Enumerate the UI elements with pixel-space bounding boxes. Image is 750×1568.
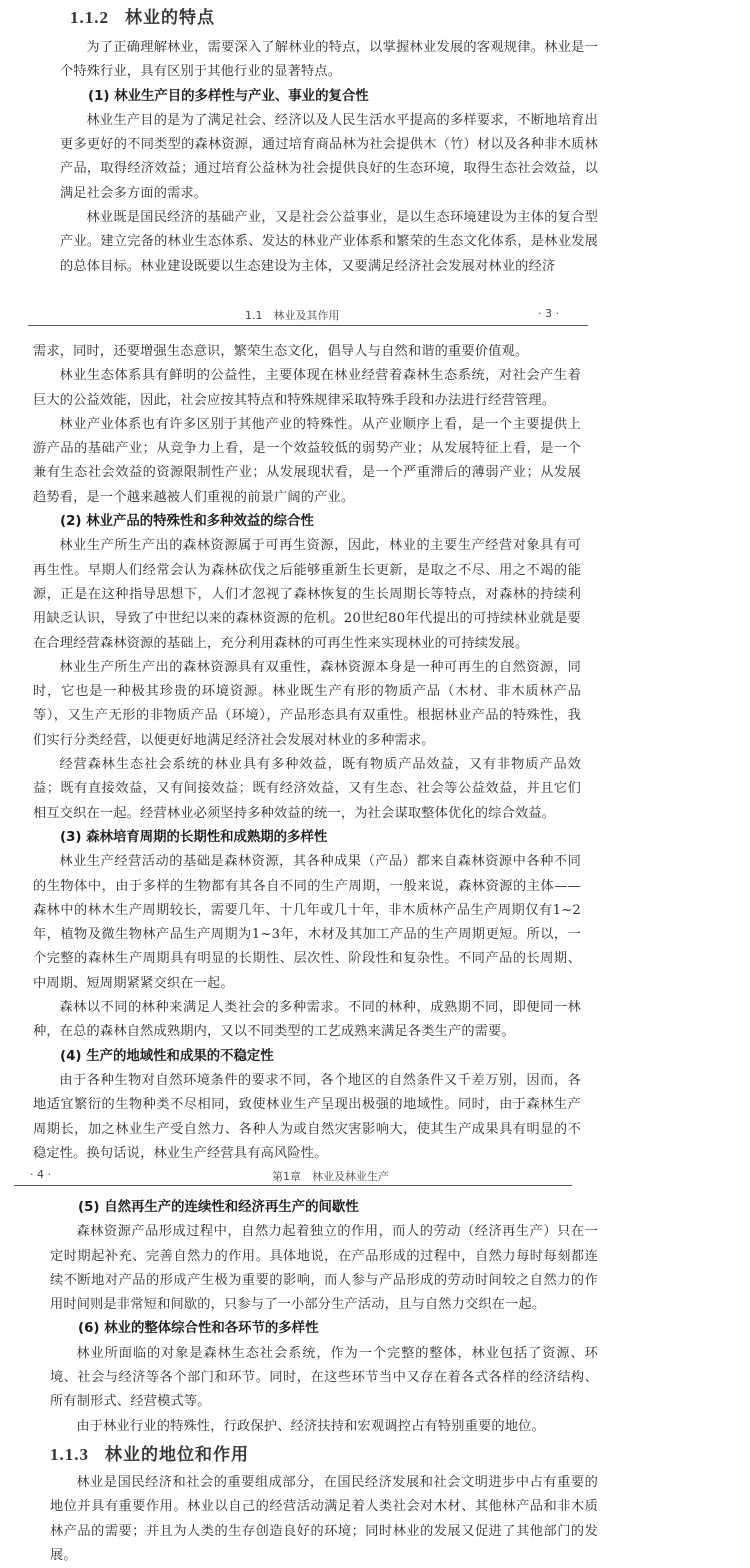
subheading-4: (4) 生产的地域性和成果的不稳定性: [60, 1048, 274, 1064]
page-3-body: [0, 340, 750, 1166]
subheading-2: (2) 林业产品的特殊性和多种效益的综合性: [60, 514, 314, 530]
page-4-body: [0, 1196, 750, 1568]
paragraph: 森林资源产品形成过程中，自然力起着独立的作用，而人的劳动（经济再生产）只在一定时期起补充、完善自然力的作用。具体地说，在产品形成的过程中，自然力每时每刻都连续不断地对产品的形成产生极为重要的影响，而人参与产品形成的劳动时间较之自然力的作用时间则是非常短和间歇的，只参与了一小部分生产活动，且与自然力交织在一起。: [50, 1224, 598, 1313]
paragraph: 林业生产所生产出的森林资源属于可再生资源，因此，林业的主要生产经营对象具有可再生性。早期人们经常会认为森林砍伐之后能够重新生长更新，是取之不尽、用之不竭的能源，正是在这种指导思想下，人们才忽视了森林恢复的生长周期长等特点，对森林的持续利用缺乏认识，导致了中世纪以来的森林资源的危机。20世纪80年代提出的可持续林业就是要在合理经营森林资源的基础上，充分利用森林的可再生性来实现林业的可持续发展。: [33, 538, 581, 651]
running-header-title: 第1章 林业及林业生产: [272, 1170, 389, 1183]
section-title: 林业的特点: [125, 8, 215, 28]
subheading-1: (1) 林业生产目的多样性与产业、事业的复合性: [88, 88, 369, 104]
section-number: 1.1.2: [70, 8, 109, 27]
paragraph: 林业是国民经济和社会的重要组成部分，在国民经济发展和社会文明进步中占有重要的地位并具有重要作用。林业以自己的经营活动满足着人类社会对木材、其他林产品和非木质林产品的需要；并且为人类的生存创造良好的环境；同时林业的发展又促进了其他部门的发展。: [50, 1474, 598, 1563]
running-header-title: 1.1 林业及其作用: [245, 309, 340, 322]
paragraph: 林业生产目的是为了满足社会、经济以及人民生活水平提高的多样要求，不断地培育出更多更好的不同类型的森林资源，通过培育商品林为社会提供木（竹）材以及各种非木质林产品，取得经济效益；通过培育公益林为社会提供良好的生态环境，取得生态社会效益，以满足社会多方面的需求。: [60, 112, 598, 201]
section-number: 1.1.3: [50, 1444, 89, 1464]
paragraph: 林业生产经营活动的基础是森林资源，其各种成果（产品）都来自森林资源中各种不同的生物体中，由于多样的生物都有其各自不同的生产周期，一般来说，森林资源的主体——森林中的林木生产周期较长，需要几年、十几年或几十年，非木质林产品生产周期仅有1~2年，植物及微生物林产品生产周期为1~3年，木材及其加工产品的生产周期更短。所以，一个完整的森林生产周期具有明显的长期性、层次性、阶段性和复杂性。不同产品的长周期、中周期、短周期紧紧交织在一起。: [33, 854, 581, 991]
section-title: 林业的地位和作用: [105, 1444, 249, 1465]
header-rule: [28, 325, 588, 326]
page-number: · 3 ·: [538, 307, 559, 320]
paragraph-continued: 需求，同时，还要增强生态意识，繁荣生态文化，倡导人与自然和谐的重要价值观。: [33, 344, 529, 359]
paragraph: 林业生态体系具有鲜明的公益性，主要体现在林业经营着森林生态系统，对社会产生着巨大的公益效能，因此，社会应按其特点和特殊规律采取特殊手段和办法进行经营管理。: [33, 368, 581, 408]
page-number: · 4 ·: [30, 1168, 51, 1181]
paragraph: 森林以不同的林种来满足人类社会的多种需求。不同的林种，成熟期不同，即便同一林种，在总的森林自然成熟期内，又以不同类型的工艺成熟来满足各类生产的需要。: [33, 1000, 581, 1040]
paragraph: 林业生产所生产出的森林资源具有双重性，森林资源本身是一种可再生的自然资源，同时，它也是一种极其珍贵的环境资源。林业既生产有形的物质产品（木材、非木质林产品等），又生产无形的非物质产品（环境），产品形态具有双重性。根据林业产品的特殊性，我们实行分类经营，以便更好地满足经济社会发展对林业的多种需求。: [33, 659, 581, 748]
subheading-6: (6) 林业的整体综合性和各环节的多样性: [78, 1321, 319, 1337]
page-1-fragment: [0, 4, 750, 279]
section-heading-1-1-3: [50, 1441, 750, 1469]
paragraph: 由于林业行业的特殊性，行政保护、经济扶持和宏观调控占有特别重要的地位。: [76, 1418, 545, 1434]
paragraph: 林业既是国民经济的基础产业，又是社会公益事业，是以生态环境建设为主体的复合型产业。建立完备的林业生态体系、发达的林业产业体系和繁荣的生态文化体系，是林业发展的总体目标。林业建设既要以生态建设为主体，又要满足经济社会发展对林业的经济: [60, 210, 598, 274]
paragraph: 经营森林生态社会系统的林业具有多种效益，既有物质产品效益，又有非物质产品效益；既有直接效益，又有间接效益；既有经济效益，又有生态、社会等公益效益，并且它们相互交织在一起。经营林业必须坚持多种效益的统一，为社会谋取整体优化的综合效益。: [33, 757, 581, 821]
paragraph: 林业产业体系也有许多区别于其他产业的特殊性。从产业顺序上看，是一个主要提供上游产品的基础产业；从竞争力上看，是一个效益较低的弱势产业；从发展特征上看，是一个兼有生态社会效益的资源限制性产业；从发展现状看，是一个严重滞后的薄弱产业；从发展趋势看，是一个越来越被人们重视的前景广阔的产业。: [33, 416, 581, 505]
paragraph: 由于各种生物对自然环境条件的要求不同，各个地区的自然条件又千差万别，因而，各地适宜繁衍的生物种类不尽相同，致使林业生产呈现出极强的地域性。同时，由于森林生产周期长，加之林业生产受自然力、各种人为或自然灾害影响大，使其生产成果具有明显的不稳定性。换句话说，林业生产经营具有高风险性。: [33, 1072, 581, 1161]
subheading-5: (5) 自然再生产的连续性和经济再生产的间歇性: [78, 1200, 359, 1215]
paragraph: 林业所面临的对象是森林生态社会系统，作为一个完整的整体，林业包括了资源、环境、社会与经济等各个部门和环节。同时，在这些环节当中又存在着各式各样的经济结构、所有制形式、经营模式等。: [50, 1345, 598, 1410]
paragraph-intro: 为了正确理解林业，需要深入了解林业的特点，以掌握林业发展的客观规律。林业是一个特殊行业，具有区别于其他行业的显著特点。: [60, 40, 598, 80]
subheading-3: (3) 森林培育周期的长期性和成熟期的多样性: [60, 829, 328, 845]
header-rule: [14, 1185, 572, 1186]
section-heading-1-1-2: [70, 4, 750, 32]
